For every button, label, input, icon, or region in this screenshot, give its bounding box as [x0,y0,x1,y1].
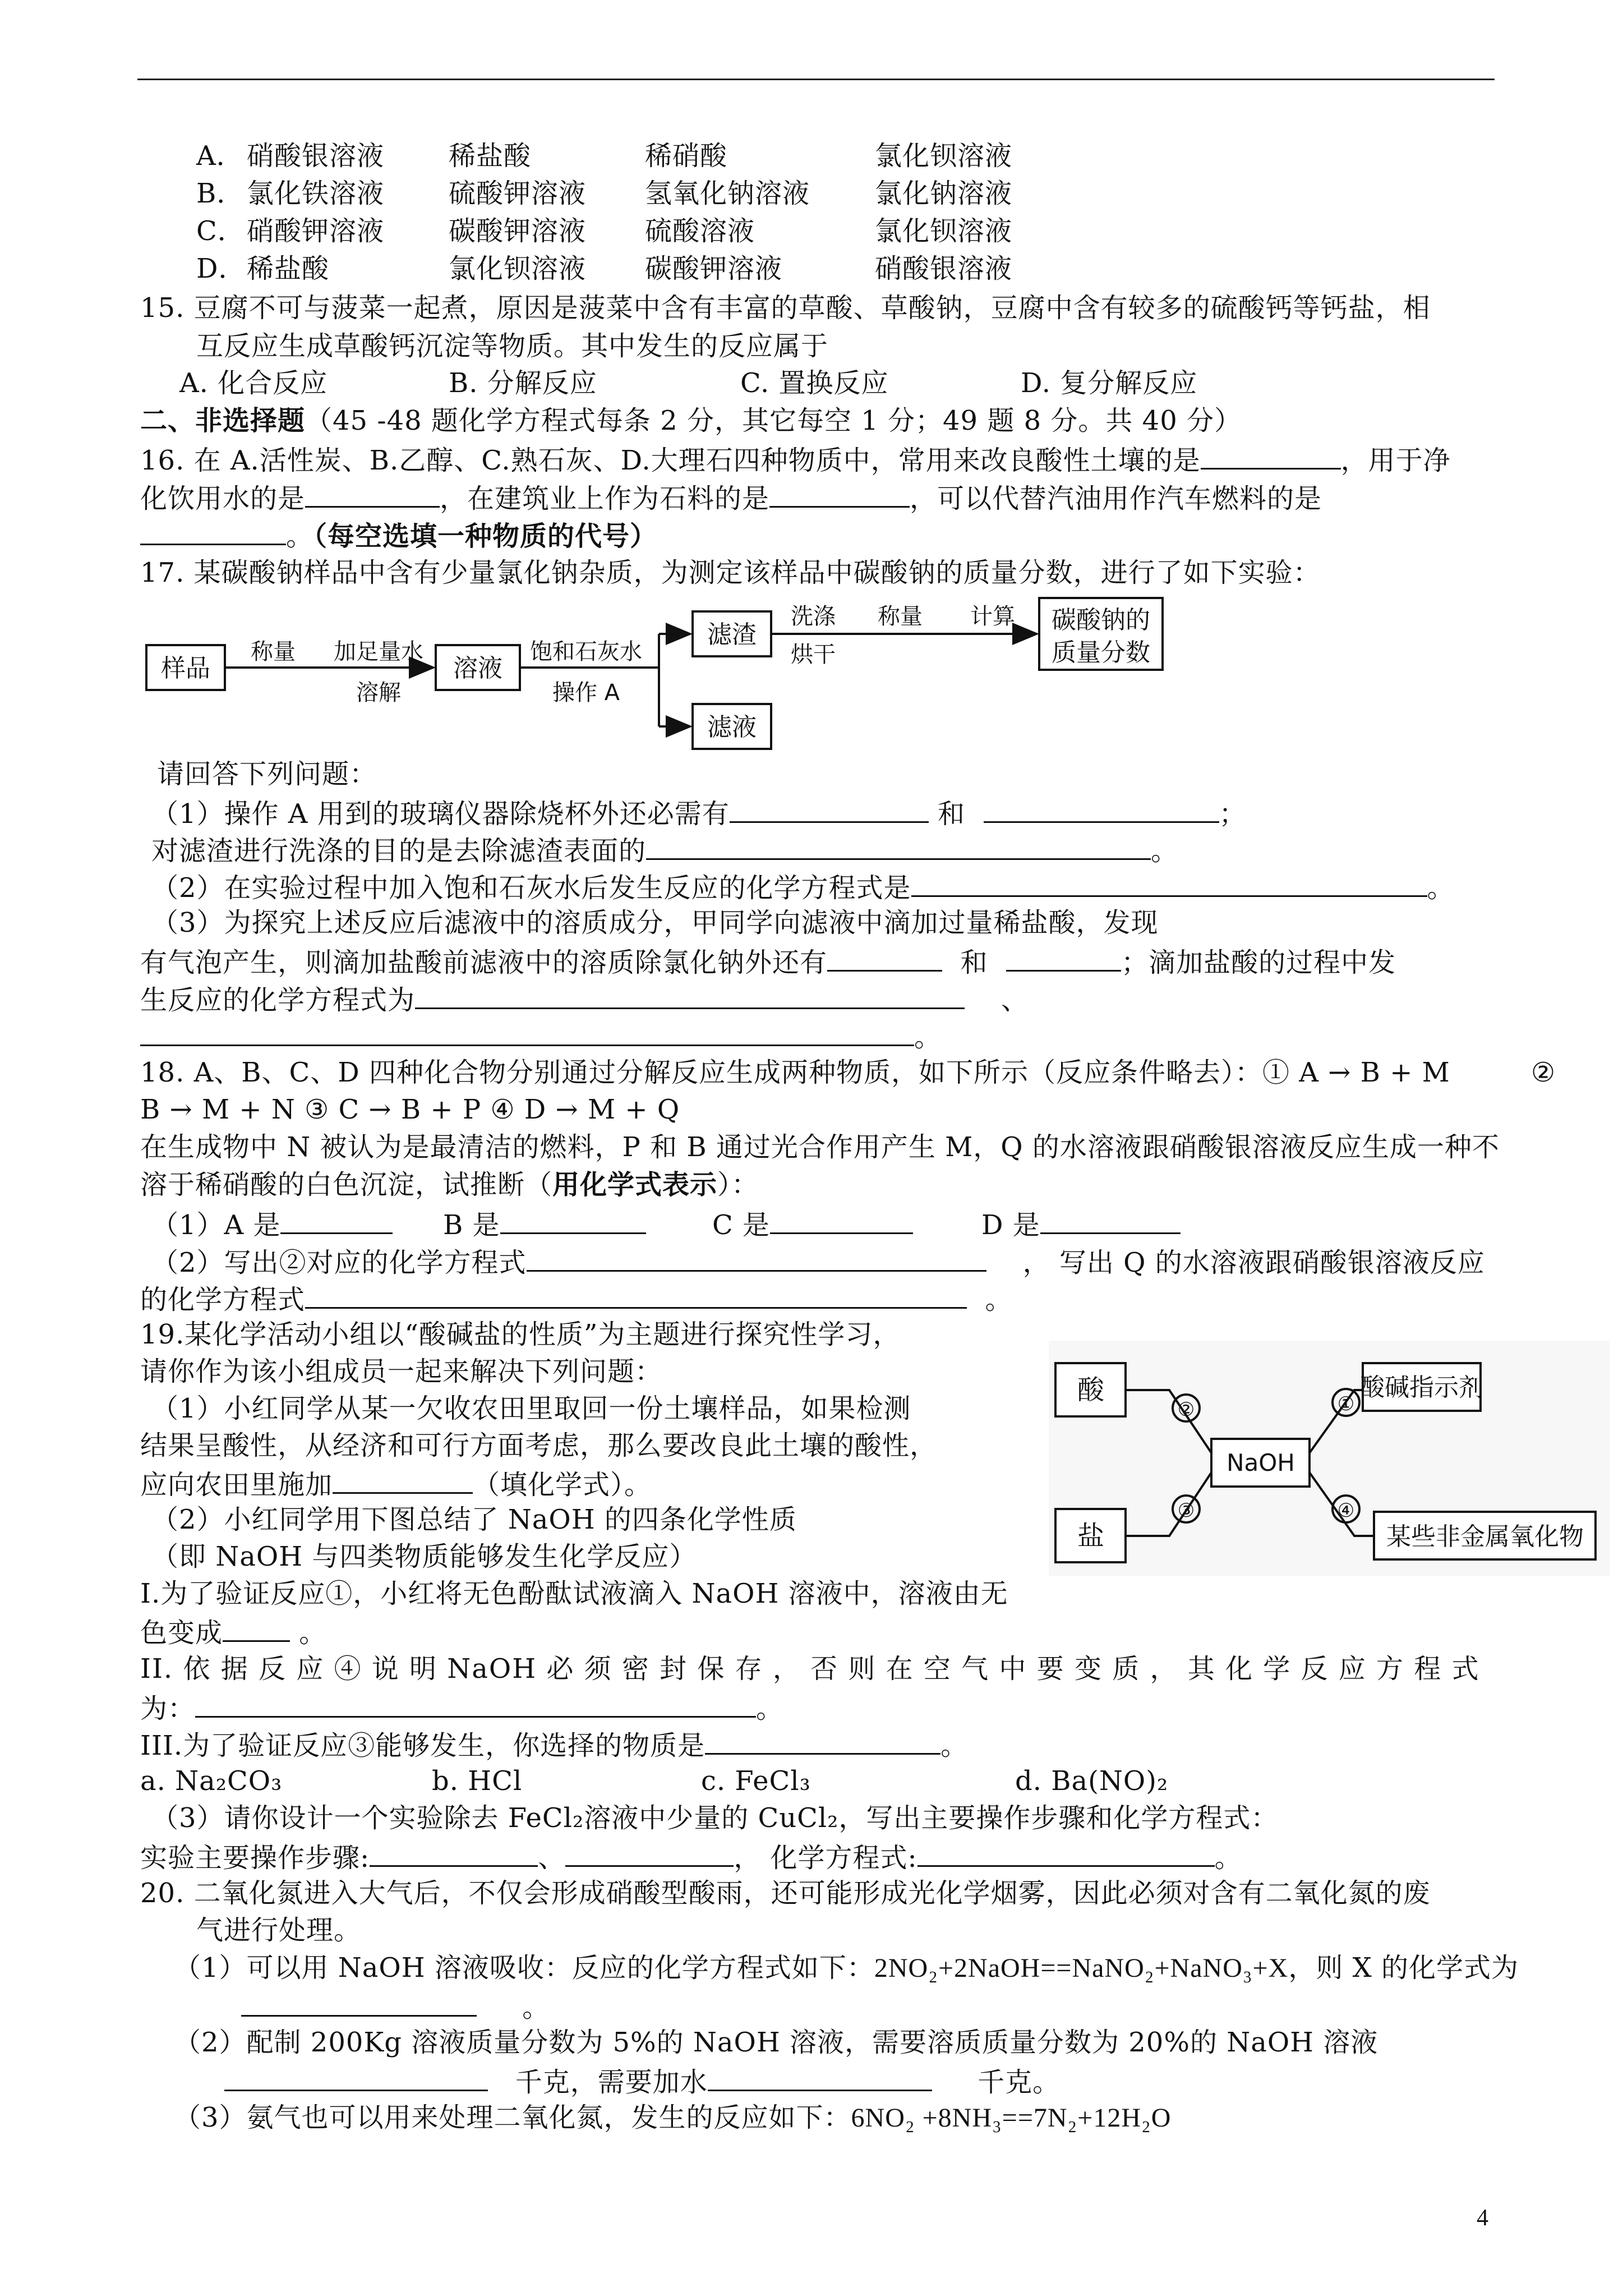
q19-line-11: 为： 。 [140,1687,783,1726]
q17-part-1: （1）操作 A 用到的玻璃仪器除烧杯外还必需有 和 ； [151,792,1247,831]
flow-text-operation: 操作 A [552,680,620,706]
q19-line-2: 请你作为该小组成员一起来解决下列问题： [140,1356,663,1387]
q18-part-1: （1）A 是 B 是 C 是 D 是 [151,1203,1217,1243]
q16-line-2: 化饮用水的是 ，在建筑业上作为石料的是 ，可以代替汽油用作汽车燃料的是 [140,477,1322,516]
q17-part-3-line-4: 。 [140,1015,942,1055]
q20-part-3: （3）氨气也可以用来处理二氧化氮，发生的反应如下：6NO₂ +8NH₃==7N₂+12H₂O [174,2102,1172,2133]
q19-line-14: （3）请你设计一个实验除去 FeCl₂溶液中少量的 CuCl₂，写出主要操作步骤和化学方程式： [151,1802,1279,1834]
flow-text-filtrate: 滤液 [707,713,757,742]
q19-line-8: I.为了验证反应①，小红将无色酚酞试液滴入 NaOH 溶液中，溶液由无 [140,1578,1008,1609]
diagram-num-1: ① [1337,1393,1355,1415]
q18-line-4: 溶于稀硝酸的白色沉淀，试推断（用化学式表示）： [140,1169,759,1200]
q17-part-3-line-3: 生反应的化学方程式为 、 [140,978,1029,1018]
q20-line-1: 20. 二氧化氮进入大气后，不仅会形成硝酸型酸雨，还可能形成光化学烟雾，因此必须对含有二氧化氮的废 [140,1878,1431,1909]
q19-line-7: （即 NaOH 与四类物质能够发生化学反应） [151,1541,697,1572]
flow-text-sample: 样品 [161,654,210,683]
q18-line-2: B → M + N ③ C → B + P ④ D → M + Q [140,1094,680,1125]
q16-line-3: 。（每空选填一种物质的代号） [140,514,657,554]
q14-option-a: A． 硝酸银溶液 稀盐酸 稀硝酸 氯化钡溶液 [196,140,1013,172]
q19-line-3: （1）小红同学从某一欠收农田里取回一份土壤样品，如果检测 [151,1393,911,1424]
q17-part-3-line-1: （3）为探究上述反应后滤液中的溶质成分，甲同学向滤液中滴加过量稀盐酸，发现 [151,907,1159,938]
flow-text-wash: 洗涤 [791,604,836,629]
naoh-properties-diagram [1049,1341,1610,1576]
q18-line-1: 18. A、B、C、D 四种化合物分别通过分解反应生成两种物质，如下所示（反应条件略去）：① A → B + M ② [140,1057,1556,1088]
q20-part-1: （1）可以用 NaOH 溶液吸收：反应的化学方程式如下：2NO₂+2NaOH==NaNO₂+NaNO₃+X，则 X 的化学式为 [174,1952,1519,1984]
q14-option-c: C． 硝酸钾溶液 碳酸钾溶液 硫酸溶液 氯化钡溶液 [196,215,1013,247]
q18-line-3: 在生成物中 N 被认为是最清洁的燃料，P 和 B 通过光合作用产生 M，Q 的水溶液跟硝酸银溶液反应生成一种不 [140,1131,1500,1163]
flow-text-weigh1: 称量 [251,639,296,665]
q19-line-4: 结果呈酸性，从经济和可行方面考虑，那么要改良此土壤的酸性， [140,1430,938,1461]
q16-line-1: 16. 在 A.活性炭、B.乙醇、C.熟石灰、D.大理石四种物质中，常用来改良酸性土壤的是 ，用于净 [140,439,1451,478]
diagram-text-oxide: 某些非金属氧化物 [1386,1522,1584,1551]
header-rule [137,79,1495,80]
flow-text-solution: 溶液 [453,654,502,683]
diagram-text-acid: 酸 [1077,1374,1105,1406]
diagram-text-naoh: NaOH [1227,1449,1295,1476]
section-2-heading: 二、非选择题（45 -48 题化学方程式每条 2 分，其它每空 1 分；49 题 8 分。共 40 分） [140,405,1242,436]
diagram-num-4: ④ [1337,1499,1355,1522]
q20-part-2-blanks: 千克，需要加水 千克。 [224,2060,1060,2100]
q20-part-1-blank: 。 [241,1986,550,2025]
q14-option-b: B． 氯化铁溶液 硫酸钾溶液 氢氧化钠溶液 氯化钠溶液 [196,178,1013,209]
q17-intro: 17. 某碳酸钠样品中含有少量氯化钠杂质，为测定该样品中碳酸钠的质量分数，进行了如下实验： [140,557,1321,588]
q17-flowchart [143,589,1209,757]
q19-choices: a. Na₂CO₃ b. HCl c. FeCl₃ d. Ba(NO)₂ [140,1765,1169,1797]
flow-text-residue: 滤渣 [707,620,757,649]
q19-line-12: III.为了验证反应③能够发生，你选择的物质是 。 [140,1724,968,1763]
q19-line-9: 色变成 。 [140,1611,326,1650]
q18-part-2: （2）写出②对应的化学方程式 ， 写出 Q 的水溶液跟硝酸银溶液反应 [151,1241,1485,1280]
diagram-num-2: ② [1177,1398,1195,1421]
flow-text-calc: 计算 [970,604,1015,629]
page-number: 4 [1477,2205,1488,2231]
q19-line-15: 实验主要操作步骤: 、 ， 化学方程式: 。 [140,1836,1242,1875]
diagram-text-indicator: 酸碱指示剂 [1360,1373,1483,1402]
q18-part-2-cont: 的化学方程式 。 [140,1278,1013,1317]
flow-text-result-1: 碳酸钠的 [1052,606,1150,634]
flow-text-add-water: 加足量水 [334,639,423,665]
q17-part-1-wash: 对滤渣进行洗涤的目的是去除滤渣表面的 。 [151,829,1178,868]
q19-line-5: 应向农田里施加 （填化学式）。 [140,1463,652,1502]
q17-part-3-line-2: 有气泡产生，则滴加盐酸前滤液中的溶质除氯化钠外还有 和 ；滴加盐酸的过程中发 [140,941,1396,980]
q15-line-1: 15. 豆腐不可与菠菜一起煮，原因是菠菜中含有丰富的草酸、草酸钠，豆腐中含有较多的硫酸钙等钙盐，相 [140,292,1431,324]
diagram-text-salt: 盐 [1077,1520,1105,1552]
q19-line-6: （2）小红同学用下图总结了 NaOH 的四条化学性质 [151,1504,797,1535]
flow-text-dissolve: 溶解 [356,680,401,706]
flow-text-weigh2: 称量 [878,604,923,629]
q19-line-10: II. 依 据 反 应 ④ 说 明 NaOH 必 须 密 封 保 存 ， 否 则 在 空 气 中 要 变 质 ， 其 化 学 反 应 方 程 式 [140,1653,1480,1685]
flow-text-result-2: 质量分数 [1052,638,1150,667]
q17-ask: 请回答下列问题： [157,758,377,790]
q15-options: A. 化合反应 B. 分解反应 C. 置换反应 D. 复分解反应 [179,367,1198,399]
q20-line-2: 气进行处理。 [196,1915,362,1946]
q15-line-2: 互反应生成草酸钙沉淀等物质。其中发生的反应属于 [196,330,829,362]
diagram-num-3: ③ [1177,1499,1195,1522]
q19-line-1: 19.某化学活动小组以“酸碱盐的性质”为主题进行探究性学习， [140,1319,901,1350]
q14-option-d: D． 稀盐酸 氯化钡溶液 碳酸钾溶液 硝酸银溶液 [196,253,1013,284]
flow-text-dry: 烘干 [791,642,836,668]
q17-part-2: （2）在实验过程中加入饱和石灰水后发生反应的化学方程式是 。 [151,866,1455,905]
q20-part-2: （2）配制 200Kg 溶液质量分数为 5%的 NaOH 溶液，需要溶质质量分数为 20%的 NaOH 溶液 [174,2027,1378,2058]
flow-text-limewater: 饱和石灰水 [530,639,642,665]
